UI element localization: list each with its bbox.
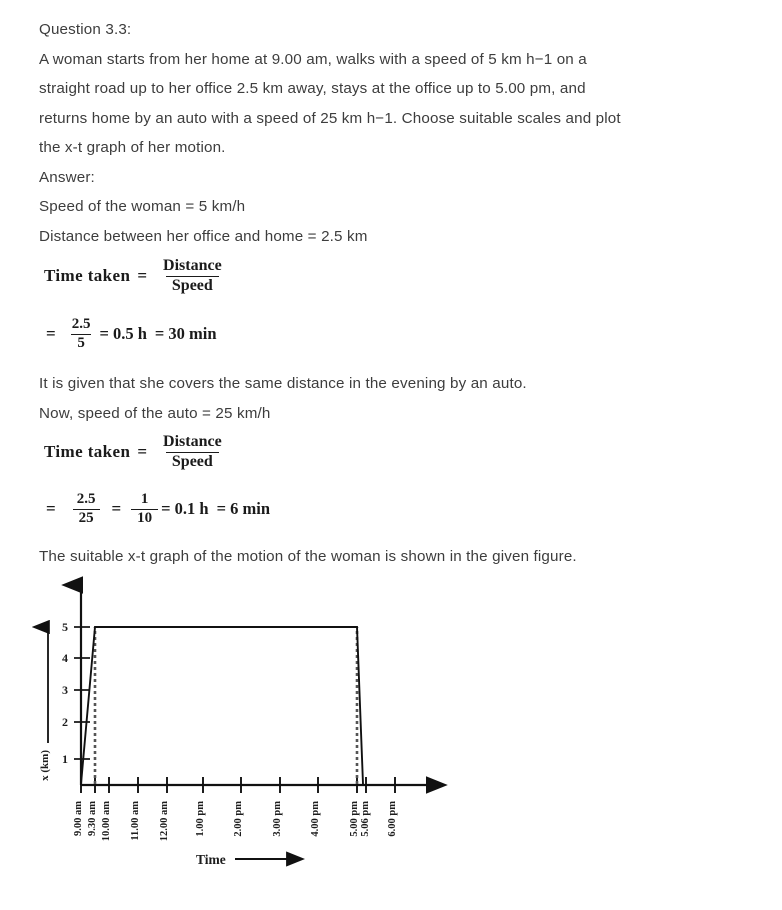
answer-distance-line: Distance between her office and home = 2.5 km bbox=[39, 227, 368, 245]
numerator-distance-2: Distance bbox=[163, 433, 222, 450]
answer-speed-line: Speed of the woman = 5 km/h bbox=[39, 198, 246, 215]
numerator-1: 1 bbox=[140, 491, 149, 507]
equals-sign-1: = bbox=[137, 266, 148, 286]
time-taken-label-2: Time taken bbox=[44, 442, 131, 462]
question-body-line-4: the x-t graph of her motion. bbox=[39, 139, 226, 156]
denominator-5: 5 bbox=[71, 334, 91, 352]
fraction-distance-over-speed-2 bbox=[157, 434, 228, 471]
y-axis-title-group bbox=[39, 627, 51, 781]
question-body-line-1: A woman starts from her home at 9.00 am, walks with a speed of 5 km h−1 on a bbox=[39, 50, 587, 68]
fraction-1-over-10 bbox=[131, 492, 158, 527]
denominator-speed-2: Speed bbox=[166, 452, 219, 471]
y-tick-label-5: 5 bbox=[62, 620, 68, 634]
numerator-2point5: 2.5 bbox=[71, 316, 91, 332]
question-body-line-2: straight road up to her office 2.5 km away, stays at the office up to 5.00 pm, and bbox=[39, 80, 586, 97]
equals-sign-3: = bbox=[137, 442, 148, 462]
prose-block bbox=[39, 15, 745, 251]
denominator-speed-1: Speed bbox=[166, 276, 219, 295]
numerator-distance-1: Distance bbox=[163, 257, 222, 274]
x-axis-title-group bbox=[196, 852, 288, 867]
math-time-taken-walk bbox=[44, 258, 231, 295]
denominator-25: 25 bbox=[73, 509, 100, 527]
walk-result-minutes: = 30 min bbox=[154, 324, 217, 344]
xt-graph-figure bbox=[0, 565, 470, 905]
y-tick-label-4: 4 bbox=[62, 651, 68, 665]
auto-result-hours: = 0.1 h bbox=[161, 499, 209, 519]
math-result-auto bbox=[39, 492, 270, 527]
y-axis-ticks bbox=[62, 620, 90, 766]
y-tick-label-1: 1 bbox=[62, 752, 68, 766]
x-tick-label-6: 2.00 pm bbox=[233, 801, 244, 837]
axes bbox=[81, 585, 428, 785]
x-tick-label-2: 10.00 am bbox=[101, 801, 112, 842]
denominator-10: 10 bbox=[131, 509, 158, 527]
time-taken-label-1: Time taken bbox=[44, 266, 131, 286]
projection-lines bbox=[95, 627, 357, 784]
x-axis-title: Time bbox=[196, 852, 226, 867]
motion-curve bbox=[81, 627, 363, 784]
math-time-taken-auto bbox=[44, 434, 231, 471]
equals-sign-5: = bbox=[111, 499, 122, 519]
y-axis-title: x (km) bbox=[39, 750, 51, 781]
equals-sign-2: = bbox=[46, 324, 56, 344]
answer-figure-line: The suitable x-t graph of the motion of the woman is shown in the given figure. bbox=[39, 548, 577, 565]
x-tick-label-4: 12.00 am bbox=[159, 801, 170, 842]
fraction-distance-over-speed-1 bbox=[157, 258, 228, 295]
auto-result-minutes: = 6 min bbox=[216, 499, 271, 519]
equals-sign-4: = bbox=[46, 499, 56, 519]
x-axis-tick-labels bbox=[73, 801, 398, 842]
question-body-line-3: returns home by an auto with a speed of 25 km h−1. Choose suitable scales and plot bbox=[39, 109, 621, 127]
y-tick-label-3: 3 bbox=[62, 683, 68, 697]
math-result-walk bbox=[39, 317, 217, 352]
answer-evening-line: It is given that she covers the same distance in the evening by an auto. bbox=[39, 375, 527, 392]
xt-graph-svg bbox=[0, 565, 470, 905]
x-tick-label-7: 3.00 pm bbox=[272, 801, 283, 837]
numerator-2point5-auto: 2.5 bbox=[76, 491, 96, 507]
x-tick-label-1: 9.30 am bbox=[87, 801, 98, 836]
walk-result-hours: = 0.5 h bbox=[99, 324, 147, 344]
x-tick-label-3: 11.00 am bbox=[130, 801, 141, 841]
x-tick-label-0: 9.00 am bbox=[73, 801, 84, 836]
x-tick-label-10: 5.06 pm bbox=[360, 801, 371, 837]
x-tick-label-11: 6.00 pm bbox=[387, 801, 398, 837]
x-tick-label-8: 4.00 pm bbox=[310, 801, 321, 837]
y-tick-label-2: 2 bbox=[62, 715, 68, 729]
prose-block-2 bbox=[39, 369, 745, 428]
question-heading: Question 3.3: bbox=[39, 21, 132, 38]
answer-auto-speed-line: Now, speed of the auto = 25 km/h bbox=[39, 404, 271, 422]
x-tick-label-9: 5.00 pm bbox=[349, 801, 360, 837]
fraction-2point5-over-25 bbox=[71, 492, 102, 527]
answer-heading: Answer: bbox=[39, 168, 95, 186]
fraction-2point5-over-5 bbox=[66, 317, 97, 352]
x-tick-label-5: 1.00 pm bbox=[195, 801, 206, 837]
